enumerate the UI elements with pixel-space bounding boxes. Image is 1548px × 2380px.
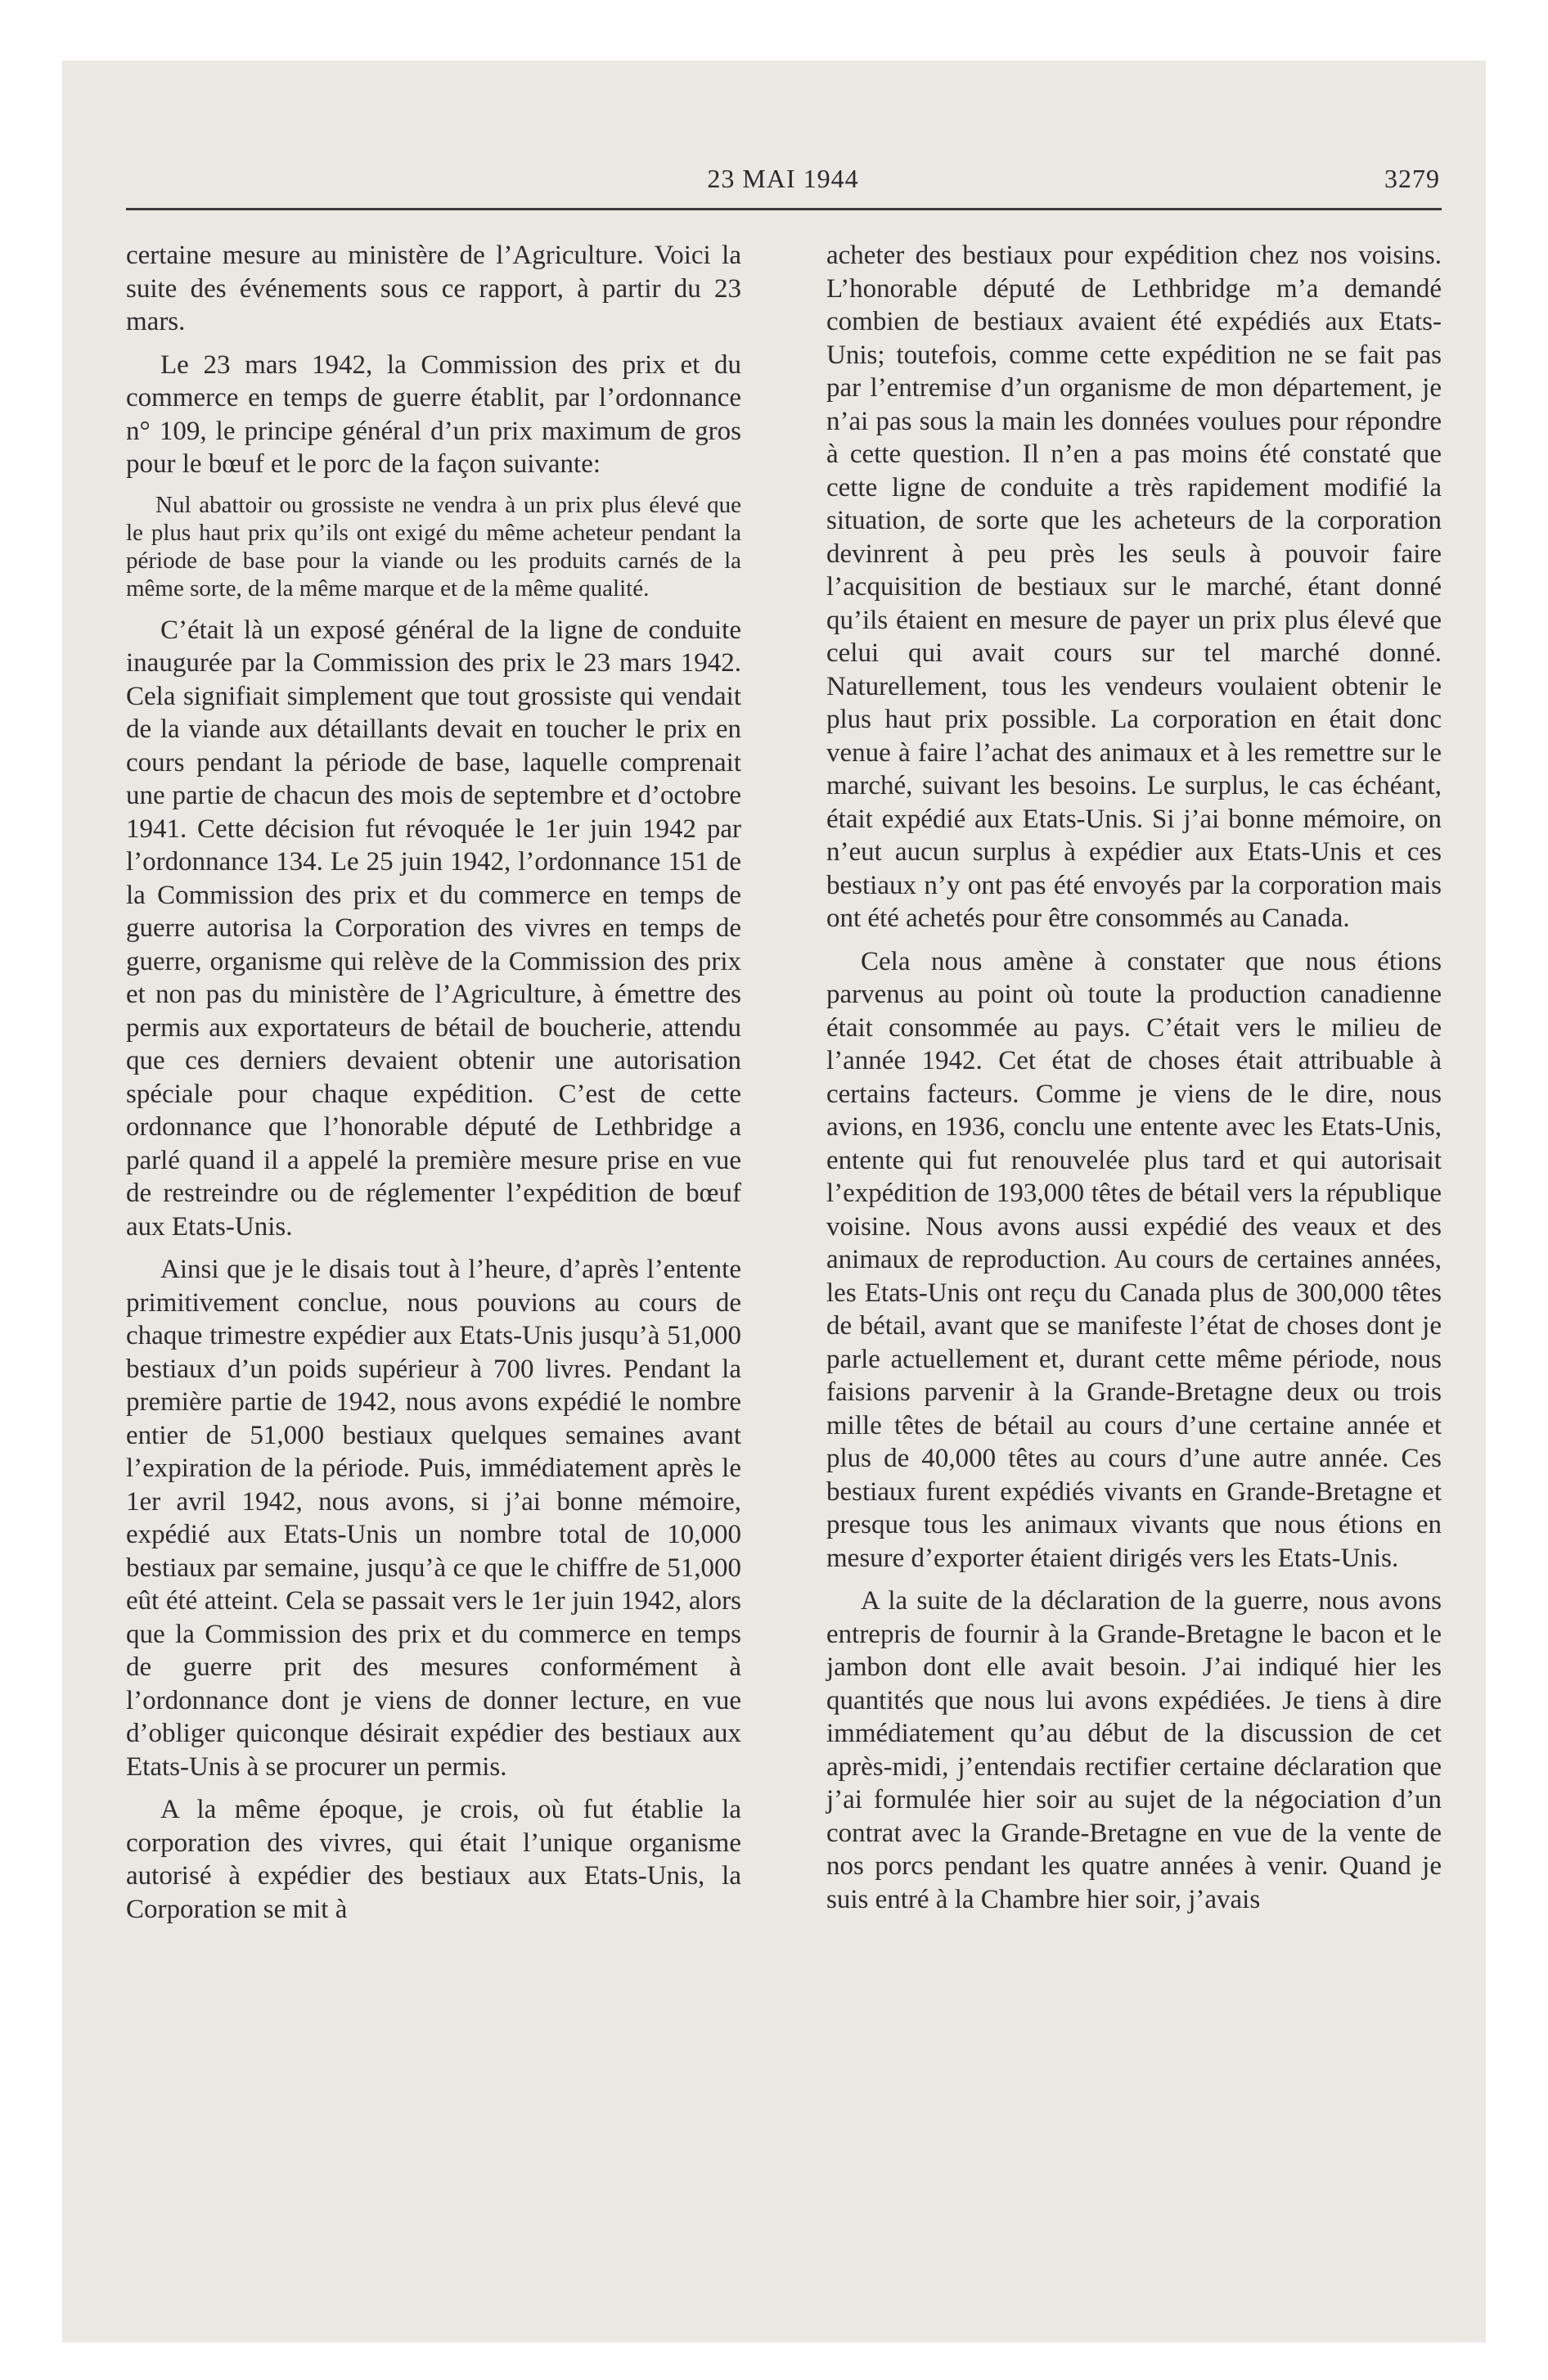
paragraph: acheter des bestiaux pour expédition chez nos voisins. L’honorable député de Lethbridge m’a demandé combien de bestiaux avaient été expédiés aux Etats-Unis; toutefois, comme cette expédition ne se fait pas par l’entremise d’un organisme de mon département, je n’ai pas sous la main les données voulues pour répondre à cette question. Il n’en a pas moins été constaté que cette ligne de conduite a très rapidement modifié la situation, de sorte que les acheteurs de la corporation devinrent à peu près les seuls à pouvoir faire l’acquisition de bestiaux sur le marché, étant donné qu’ils étaient en mesure de payer un prix plus élevé que celui qui avait cours sur tel marché donné. Naturellement, tous les vendeurs voulaient obtenir le plus haut prix possible. La corporation en était donc venue à faire l’achat des animaux et à les remettre sur le marché, suivant les besoins. Le surplus, le cas échéant, était expédié aux Etats-Unis. Si j’ai bonne mémoire, on n’eut aucun surplus à expédier aux Etats-Unis et ces bestiaux n’y ont pas été envoyés par la corporation mais ont été achetés pour être consommés au Canada. — [826, 241, 1442, 933]
page-scan — [62, 61, 1486, 2342]
quoted-order: Nul abattoir ou grossiste ne vendra à un prix plus élevé que le plus haut prix qu’ils ont exigé du même acheteur pendant la période de base pour la viande ou les produits carnés de la même sorte, de la même marque et de la même qualité. — [126, 491, 741, 602]
header-date: 23 MAI 1944 — [707, 164, 859, 193]
paragraph: Ainsi que je le disais tout à l’heure, d’après l’entente primitivement conclue, nous pouvions au cours de chaque trimestre expédier aux Etats-Unis jusqu’à 51,000 bestiaux d’un poids supérieur à 700 livres. Pendant la première partie de 1942, nous avons expédié le nombre entier de 51,000 bestiaux quelques semaines avant l’expiration de la période. Puis, immédiatement après le 1er avril 1942, nous avons, si j’ai bonne mémoire, expédié aux Etats-Unis un nombre total de 10,000 bestiaux par semaine, jusqu’à ce que le chiffre de 51,000 eût été atteint. Cela se passait vers le 1er juin 1942, alors que la Commission des prix et du commerce en temps de guerre prit des mesures conformément à l’ordonnance dont je viens de donner lecture, en vue d’obliger quiconque désirait expédier des bestiaux aux Etats-Unis à se procurer un permis. — [126, 1255, 741, 1782]
paragraph: A la suite de la déclaration de la guerre, nous avons entrepris de fournir à la Grande-Bretagne le bacon et le jambon dont elle avait besoin. J’ai indiqué hier les quantités que nous lui avons expédiées. Je tiens à dire immédiatement qu’au début de la discussion de cet après-midi, j’entendais rectifier certaine déclaration que j’ai formulée hier soir au sujet de la négociation d’un contrat avec la Grande-Bretagne en vue de la vente de nos porcs pendant les quatre années à venir. Quand je suis entré à la Chambre hier soir, j’avais — [826, 1586, 1442, 1914]
paragraph: Le 23 mars 1942, la Commission des prix et du commerce en temps de guerre établit, par l’ordonnance n° 109, le principe général d’un prix maximum de gros pour le bœuf et le porc de la façon suivante: — [126, 349, 741, 479]
page-number: 3279 — [1384, 164, 1440, 193]
paragraph: Cela nous amène à constater que nous étions parvenus au point où toute la production canadienne était consommée au pays. C’était vers le milieu de l’année 1942. Cet état de choses était attribuable à certains facteurs. Comme je viens de le dire, nous avions, en 1936, conclu une entente avec les Etats-Unis, entente qui fut renouvelée plus tard et qui autorisait l’expédition de 193,000 têtes de bétail vers la république voisine. Nous avons aussi expédié des veaux et des animaux de reproduction. Au cours de certaines années, les Etats-Unis ont reçu du Canada plus de 300,000 têtes de bétail, avant que se manifeste l’état de choses dont je parle actuellement et, durant cette même période, nous faisions parvenir à la Grande-Bretagne deux ou trois mille têtes de bétail au cours d’une certaine année et plus de 40,000 têtes au cours d’une autre année. Ces bestiaux furent expédiés vivants en Grande-Bretagne et presque tous les animaux vivants que nous étions en mesure d’exporter étaient dirigés vers les Etats-Unis. — [826, 946, 1442, 1573]
header-rule — [126, 208, 1442, 210]
paragraph: C’était là un exposé général de la ligne de conduite inaugurée par la Commission des prix le 23 mars 1942. Cela signifiait simplement que tout grossiste qui vendait de la viande aux détaillants devait en toucher le prix en cours pendant la période de base, laquelle comprenait une partie de chacun des mois de septembre et d’octobre 1941. Cette décision fut révoquée le 1er juin 1942 par l’ordonnance 134. Le 25 juin 1942, l’ordonnance 151 de la Commission des prix et du commerce en temps de guerre autorisa la Corporation des vivres en temps de guerre, organisme qui relève de la Commission des prix et non pas du ministère de l’Agriculture, à émettre des permis aux exportateurs de bétail de boucherie, attendu que ces derniers devaient obtenir une autorisation spéciale pour chaque expédition. C’est de cette ordonnance que l’honorable député de Lethbridge a parlé quand il a appelé la première mesure prise en vue de restreindre ou de réglementer l’expédition de bœuf aux Etats-Unis. — [126, 615, 741, 1242]
page-header — [126, 164, 1440, 213]
left-column — [126, 239, 741, 1936]
right-column — [826, 239, 1442, 1926]
paragraph: A la même époque, je crois, où fut établie la corporation des vivres, qui était l’unique organisme autorisé à expédier des bestiaux aux Etats-Unis, la Corporation se mit à — [126, 1795, 741, 1924]
paragraph: certaine mesure au ministère de l’Agriculture. Voici la suite des événements sous ce rapport, à partir du 23 mars. — [126, 241, 741, 336]
